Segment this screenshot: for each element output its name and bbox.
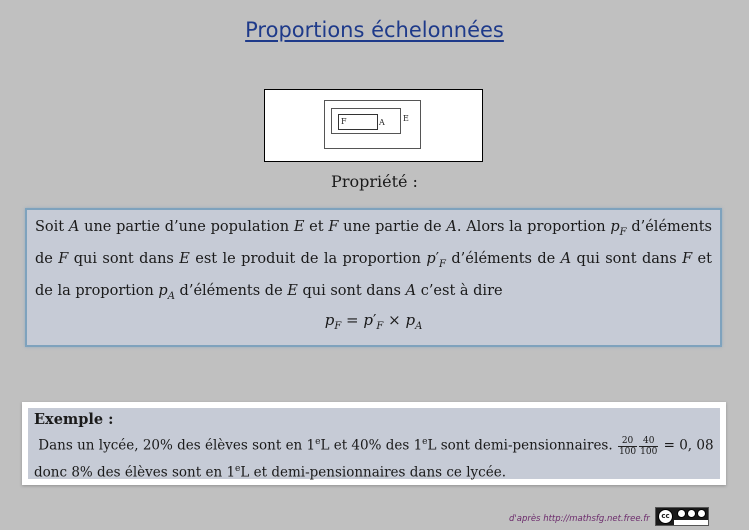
property-formula: $p_F = p'_F \times p_A$ <box>324 311 423 332</box>
example-text: Dans un lycée, 20% des élèves sont en 1eL et 40% des 1eL sont demi-pensionnaires. $\frac{20}{100}$ $\frac{40}{100}$ = 0, 08 donc 8% des élèves sont en 1eL et demi-pensionnaires dans ce lycée. <box>34 435 714 480</box>
set-a-label: A <box>379 118 385 127</box>
example-inner <box>28 408 720 479</box>
property-heading: Propriété : <box>331 172 418 191</box>
fraction-40-100: $\frac{40}{100}$ <box>640 435 658 457</box>
property-box <box>25 208 722 347</box>
share-alike-icon <box>697 509 706 518</box>
example-title: Exemple : <box>34 411 114 428</box>
footer-credit: d'après http://mathsfg.net.free.fr <box>509 514 650 524</box>
creative-commons-icon <box>655 507 709 526</box>
fraction-20-100: $\frac{20}{100}$ <box>618 435 637 457</box>
example-box <box>22 402 726 485</box>
set-f-label: F <box>341 117 347 126</box>
page-title: Proportions échelonnées <box>245 18 504 42</box>
by-icon <box>677 509 686 518</box>
set-e-label: E <box>403 114 409 123</box>
license-strip <box>674 520 708 525</box>
sets-diagram <box>264 89 483 162</box>
noncommercial-icon <box>687 509 696 518</box>
example-result: = 0, 08 <box>659 437 714 454</box>
property-statement: Soit A une partie d’une population E et F une partie de A. Alors la proportion $p_F$ d’éléments de F qui sont dans E est le produit de la proportion $p'_F$ d’éléments de A qui sont dans F et de la proportion $p_A$ d’éléments de E qui sont dans A c’est à dire <box>35 219 712 302</box>
cc-logo-icon: cc <box>658 509 673 524</box>
